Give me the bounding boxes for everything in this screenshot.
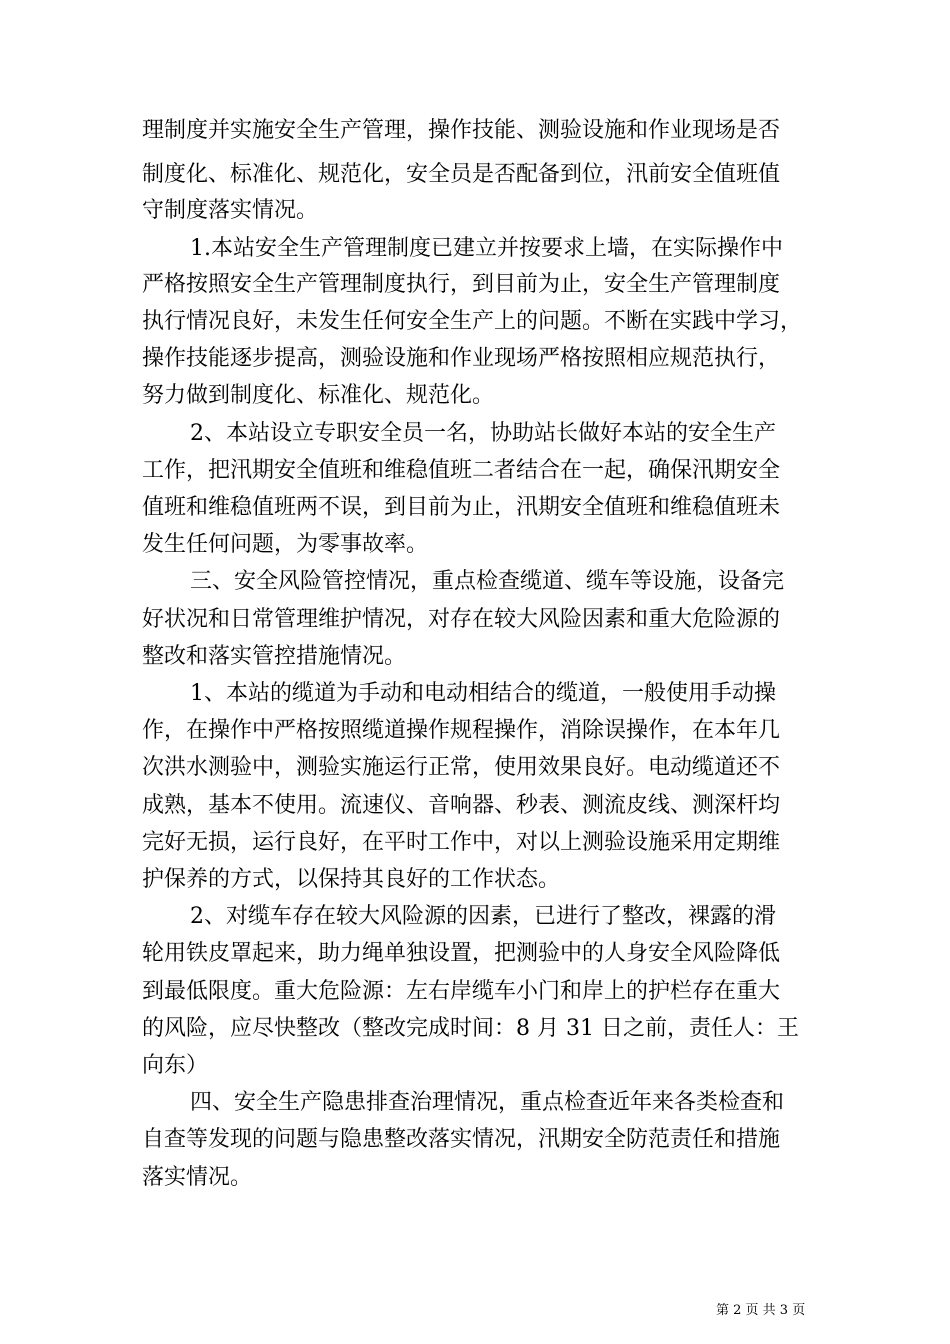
paragraph-line: 完好无损，运行良好，在平时工作中，对以上测验设施采用定期维 <box>142 830 781 855</box>
paragraph-line: 努力做到制度化、标准化、规范化。 <box>142 383 495 408</box>
paragraph-line: 次洪水测验中，测验实施运行正常，使用效果良好。电动缆道还不 <box>142 755 781 780</box>
paragraph-line: 三、安全风险管控情况，重点检查缆道、缆车等设施，设备完 <box>190 569 785 594</box>
paragraph-line: 值班和维稳值班两不误，到目前为止，汛期安全值班和维稳值班未 <box>142 495 781 520</box>
paragraph-line: 落实情况。 <box>142 1165 253 1190</box>
paragraph-line: 向东） <box>142 1053 209 1078</box>
paragraph-line: 自查等发现的问题与隐患整改落实情况，汛期安全防范责任和措施 <box>142 1127 781 1152</box>
paragraph-line: 守制度落实情况。 <box>142 198 319 223</box>
paragraph-line: 的风险，应尽快整改（整改完成时间：8 月 31 日之前，责任人：王 <box>142 1016 799 1041</box>
paragraph-line: 好状况和日常管理维护情况，对存在较大风险因素和重大危险源的 <box>142 607 781 632</box>
paragraph-line: 轮用铁皮罩起来，助力绳单独设置，把测验中的人身安全风险降低 <box>142 941 781 966</box>
paragraph-line: 到最低限度。重大危险源：左右岸缆车小门和岸上的护栏存在重大 <box>142 979 781 1004</box>
paragraph-line: 1、本站的缆道为手动和电动相结合的缆道，一般使用手动操 <box>190 681 776 706</box>
paragraph-line: 整改和落实管控措施情况。 <box>142 644 407 669</box>
paragraph-line: 2、本站设立专职安全员一名，协助站长做好本站的安全生产 <box>190 421 776 446</box>
paragraph-line: 执行情况良好，未发生任何安全生产上的问题。不断在实践中学习， <box>142 309 803 334</box>
paragraph-line: 作，在操作中严格按照缆道操作规程操作，消除误操作，在本年几 <box>142 718 781 743</box>
paragraph-line: 制度化、标准化、规范化，安全员是否配备到位，汛前安全值班值 <box>142 162 781 187</box>
paragraph-line: 严格按照安全生产管理制度执行，到目前为止，安全生产管理制度 <box>142 272 781 297</box>
paragraph-line: 成熟，基本不使用。流速仪、音响器、秒表、测流皮线、测深杆均 <box>142 793 781 818</box>
paragraph-line: 工作，把汛期安全值班和维稳值班二者结合在一起，确保汛期安全 <box>142 458 781 483</box>
page-number: 第 2 页 共 3 页 <box>716 1303 806 1318</box>
paragraph-line: 1.本站安全生产管理制度已建立并按要求上墙，在实际操作中 <box>190 236 783 261</box>
paragraph-line: 四、安全生产隐患排查治理情况，重点检查近年来各类检查和 <box>190 1090 785 1115</box>
paragraph-line: 发生任何问题，为零事故率。 <box>142 532 429 557</box>
paragraph-line: 2、对缆车存在较大风险源的因素，已进行了整改，裸露的滑 <box>190 904 776 929</box>
paragraph-line: 理制度并实施安全生产管理，操作技能、测验设施和作业现场是否 <box>142 118 781 143</box>
paragraph-line: 护保养的方式，以保持其良好的工作状态。 <box>142 867 561 892</box>
paragraph-line: 操作技能逐步提高，测验设施和作业现场严格按照相应规范执行， <box>142 346 781 371</box>
